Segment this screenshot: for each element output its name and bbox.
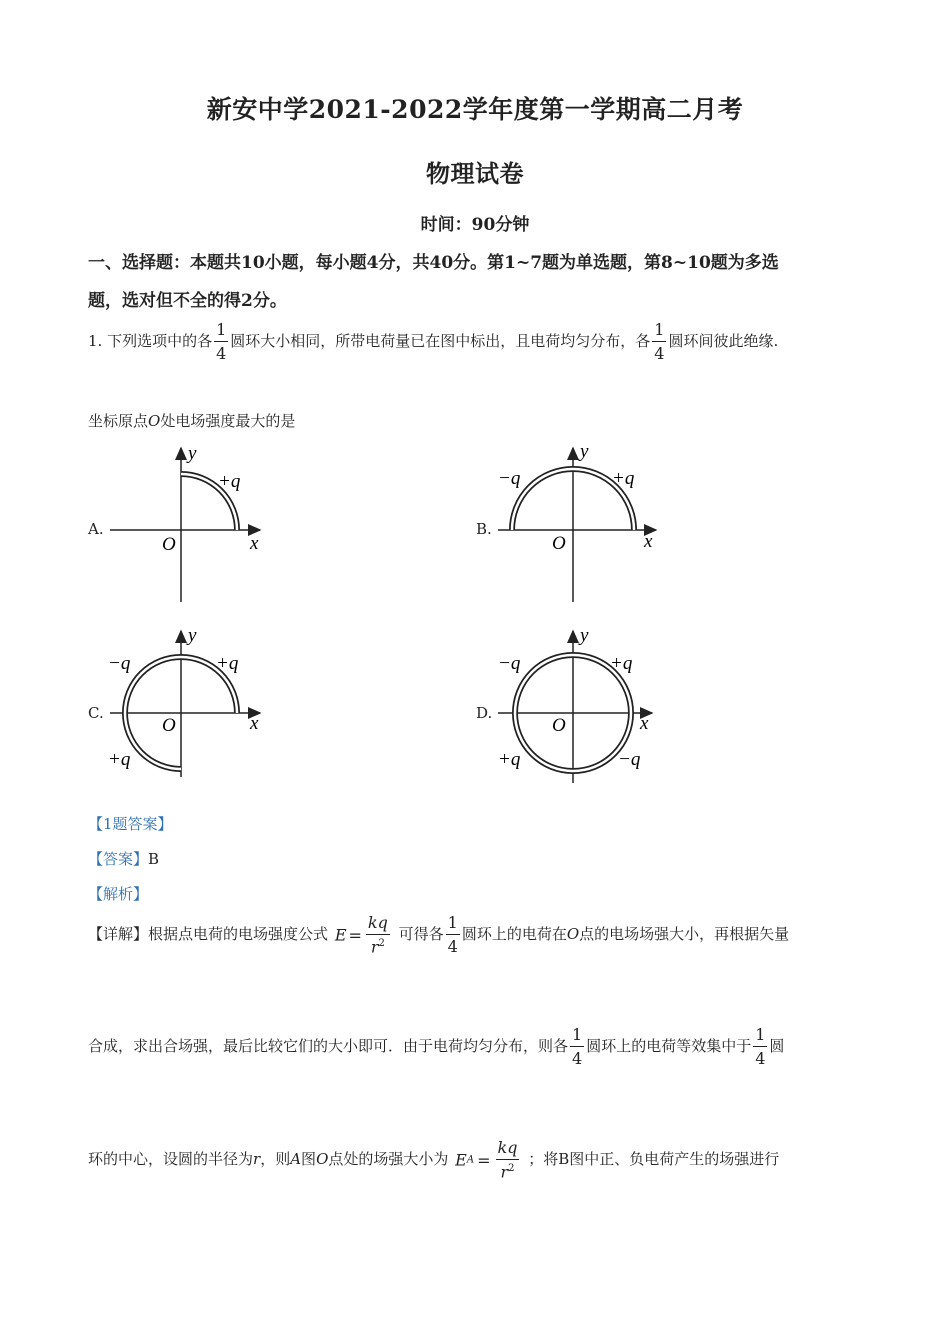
option-d-label[interactable]: D. <box>476 704 493 722</box>
explanation-line2: 合成，求出合场强，最后比较它们的大小即可．由于电荷均匀分布，则各 $\frac{1}{4}$ 圆环上的电荷等效集中于 $\frac{1}{4}$ 圆 <box>88 1025 785 1068</box>
figure-d <box>490 625 670 790</box>
figure-b <box>490 440 670 610</box>
label-origin: O <box>162 715 176 736</box>
label-y: y <box>188 625 197 646</box>
label-minus-q: −q <box>108 653 131 674</box>
label-plus-q: +q <box>216 653 239 674</box>
label-x: x <box>644 531 653 552</box>
question-1-line2: 坐标原点O处电场强度最大的是 <box>88 412 296 430</box>
figure-c <box>100 625 280 790</box>
q1-text-part1: 1. 下列选项中的各 <box>88 332 213 350</box>
page-title: 新安中学2021-2022学年度第一学期高二月考 <box>206 95 744 124</box>
fraction-quarter: $\frac{1}{4}$ <box>572 1025 583 1068</box>
label-y: y <box>580 625 589 646</box>
formula-ea: EA = $\frac{kq}{r^2}$ <box>455 1138 518 1182</box>
answer-value: B <box>148 850 160 868</box>
label-minus-q: −q <box>618 749 641 770</box>
label-y: y <box>580 441 589 462</box>
label-minus-q: −q <box>498 653 521 674</box>
page-subtitle: 物理试卷 <box>426 159 524 188</box>
explanation-line3: 环的中心，设圆的半径为r，则A图O点处的场强大小为 EA = $\frac{kq}{r^2}$ ；将B图中正、负电荷产生的场强进行 <box>88 1138 780 1182</box>
label-plus-q: +q <box>498 749 521 770</box>
q1-text-part2: 圆环大小相同，所带电荷量已在图中标出，且电荷均匀分布，各 <box>230 332 651 350</box>
answer-line <box>88 848 159 869</box>
label-plus-q: +q <box>612 468 635 489</box>
section-heading-line1: 一、选择题：本题共10小题，每小题4分，共40分。第1~7题为单选题，第8~10题为多选 <box>88 253 779 273</box>
answer-heading-tag: 【1题答案】 <box>88 815 173 833</box>
fraction-quarter: $\frac{1}{4}$ <box>216 320 227 363</box>
label-plus-q: +q <box>610 653 633 674</box>
label-plus-q: +q <box>108 749 131 770</box>
label-origin: O <box>552 715 566 736</box>
detail-tag: 【详解】 <box>88 925 149 944</box>
label-x: x <box>640 713 649 734</box>
q1-text-part3: 圆环间彼此绝缘. <box>668 332 779 350</box>
option-b-label[interactable]: B. <box>476 520 492 538</box>
label-origin: O <box>162 534 176 555</box>
formula-e: E = $\frac{kq}{r^2}$ <box>334 913 388 957</box>
option-a-label[interactable]: A. <box>88 520 104 538</box>
fraction-quarter: $\frac{1}{4}$ <box>654 320 665 363</box>
section-heading-line2: 题，选对但不全的得2分。 <box>88 291 287 311</box>
analysis-tag: 【解析】 <box>88 885 149 903</box>
label-x: x <box>250 713 259 734</box>
figure-a <box>100 440 280 610</box>
label-minus-q: −q <box>498 468 521 489</box>
label-plus-q: +q <box>218 471 241 492</box>
answer-tag: 【答案】 <box>88 850 149 868</box>
label-y: y <box>188 443 197 464</box>
question-1-line1 <box>88 322 778 362</box>
fraction-quarter: $\frac{1}{4}$ <box>755 1025 766 1068</box>
label-origin: O <box>552 533 566 554</box>
label-x: x <box>250 533 259 554</box>
exam-time: 时间：90分钟 <box>420 215 530 235</box>
option-c-label[interactable]: C. <box>88 704 104 722</box>
fraction-quarter: $\frac{1}{4}$ <box>447 913 458 957</box>
explanation-line1: 【详解】根据点电荷的电场强度公式 E = $\frac{kq}{r^2}$ 可得各 $\frac{1}{4}$ 圆环上的电荷在O点的电场场强大小，再根据矢量 <box>88 913 790 957</box>
